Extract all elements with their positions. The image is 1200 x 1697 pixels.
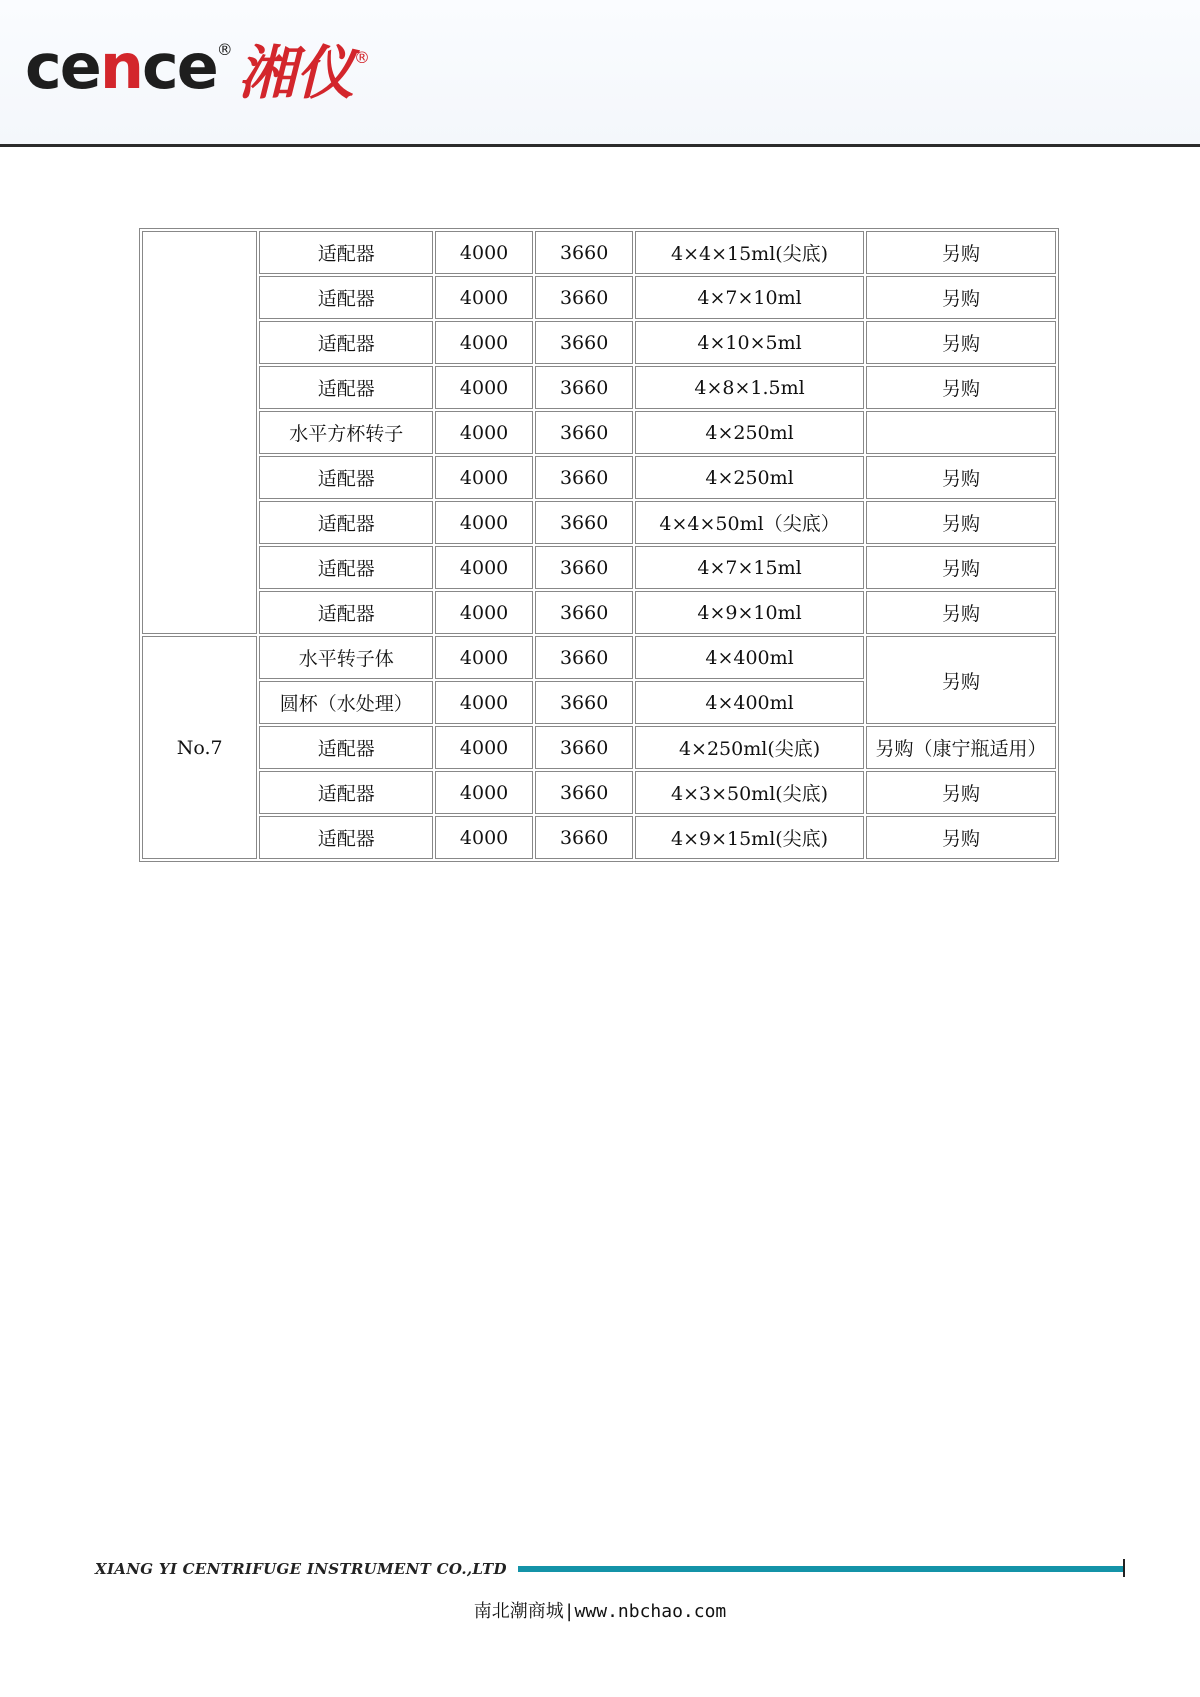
note-cell: 另购 [866, 366, 1056, 409]
speed-cell: 4000 [435, 816, 533, 859]
force-cell: 3660 [535, 636, 633, 679]
force-cell: 3660 [535, 681, 633, 724]
item-cell: 适配器 [259, 546, 433, 589]
footer-site-link[interactable]: 南北潮商城|www.nbchao.com [473, 1601, 727, 1622]
table-row [142, 726, 1056, 769]
capacity-cell: 4×250ml [635, 411, 864, 454]
table-row [142, 366, 1056, 409]
table-row [142, 411, 1056, 454]
note-cell: 另购 [866, 231, 1056, 274]
force-cell: 3660 [535, 591, 633, 634]
note-cell: 另购 [866, 771, 1056, 814]
force-cell: 3660 [535, 366, 633, 409]
capacity-cell: 4×250ml [635, 456, 864, 499]
rotor-spec-table [139, 228, 1059, 862]
capacity-cell: 4×9×10ml [635, 591, 864, 634]
footer-bar-end [1123, 1559, 1125, 1577]
capacity-cell: 4×4×50ml（尖底） [635, 501, 864, 544]
item-cell: 水平方杯转子 [259, 411, 433, 454]
force-cell: 3660 [535, 231, 633, 274]
speed-cell: 4000 [435, 366, 533, 409]
item-cell: 圆杯（水处理） [259, 681, 433, 724]
table-row [142, 591, 1056, 634]
xiangyi-logo: 湘仪® [238, 39, 371, 107]
item-cell: 水平转子体 [259, 636, 433, 679]
footer-accent-bar [518, 1566, 1123, 1572]
force-cell: 3660 [535, 411, 633, 454]
table-row [142, 771, 1056, 814]
capacity-cell: 4×8×1.5ml [635, 366, 864, 409]
capacity-cell: 4×3×50ml(尖底) [635, 771, 864, 814]
page-header [0, 0, 1200, 147]
capacity-cell: 4×4×15ml(尖底) [635, 231, 864, 274]
table-row [142, 456, 1056, 499]
table-row [142, 276, 1056, 319]
force-cell: 3660 [535, 771, 633, 814]
note-cell: 另购 [866, 276, 1056, 319]
force-cell: 3660 [535, 546, 633, 589]
item-cell: 适配器 [259, 456, 433, 499]
capacity-cell: 4×7×15ml [635, 546, 864, 589]
note-cell-merged: 另购 [866, 636, 1056, 724]
speed-cell: 4000 [435, 321, 533, 364]
note-cell: 另购 [866, 591, 1056, 634]
speed-cell: 4000 [435, 681, 533, 724]
note-cell: 另购 [866, 546, 1056, 589]
note-cell: 另购 [866, 456, 1056, 499]
table-row [142, 501, 1056, 544]
note-cell: 另购 [866, 501, 1056, 544]
table-row [142, 636, 1056, 679]
speed-cell: 4000 [435, 546, 533, 589]
table-row [142, 816, 1056, 859]
note-cell: 另购 [866, 321, 1056, 364]
speed-cell: 4000 [435, 456, 533, 499]
speed-cell: 4000 [435, 771, 533, 814]
capacity-cell: 4×7×10ml [635, 276, 864, 319]
speed-cell: 4000 [435, 231, 533, 274]
speed-cell: 4000 [435, 411, 533, 454]
capacity-cell: 4×10×5ml [635, 321, 864, 364]
capacity-cell: 4×400ml [635, 636, 864, 679]
speed-cell: 4000 [435, 591, 533, 634]
item-cell: 适配器 [259, 321, 433, 364]
model-cell-empty [142, 231, 257, 634]
registered-mark: ® [216, 40, 231, 59]
speed-cell: 4000 [435, 276, 533, 319]
note-cell: 另购 [866, 816, 1056, 859]
speed-cell: 4000 [435, 726, 533, 769]
speed-cell: 4000 [435, 636, 533, 679]
force-cell: 3660 [535, 501, 633, 544]
table-row [142, 321, 1056, 364]
capacity-cell: 4×250ml(尖底) [635, 726, 864, 769]
item-cell: 适配器 [259, 771, 433, 814]
item-cell: 适配器 [259, 366, 433, 409]
force-cell: 3660 [535, 816, 633, 859]
item-cell: 适配器 [259, 276, 433, 319]
item-cell: 适配器 [259, 816, 433, 859]
item-cell: 适配器 [259, 726, 433, 769]
speed-cell: 4000 [435, 501, 533, 544]
note-cell [866, 411, 1056, 454]
item-cell: 适配器 [259, 591, 433, 634]
item-cell: 适配器 [259, 501, 433, 544]
force-cell: 3660 [535, 456, 633, 499]
registered-mark: ® [354, 48, 371, 67]
note-cell: 另购（康宁瓶适用） [866, 726, 1056, 769]
capacity-cell: 4×400ml [635, 681, 864, 724]
force-cell: 3660 [535, 321, 633, 364]
model-cell: No.7 [142, 636, 257, 859]
force-cell: 3660 [535, 726, 633, 769]
cence-logo: cence® [25, 30, 231, 103]
table-row [142, 231, 1056, 274]
force-cell: 3660 [535, 276, 633, 319]
capacity-cell: 4×9×15ml(尖底) [635, 816, 864, 859]
footer-company-name: XIANG YI CENTRIFUGE INSTRUMENT CO.,LTD [95, 1560, 507, 1578]
item-cell: 适配器 [259, 231, 433, 274]
table-row [142, 546, 1056, 589]
